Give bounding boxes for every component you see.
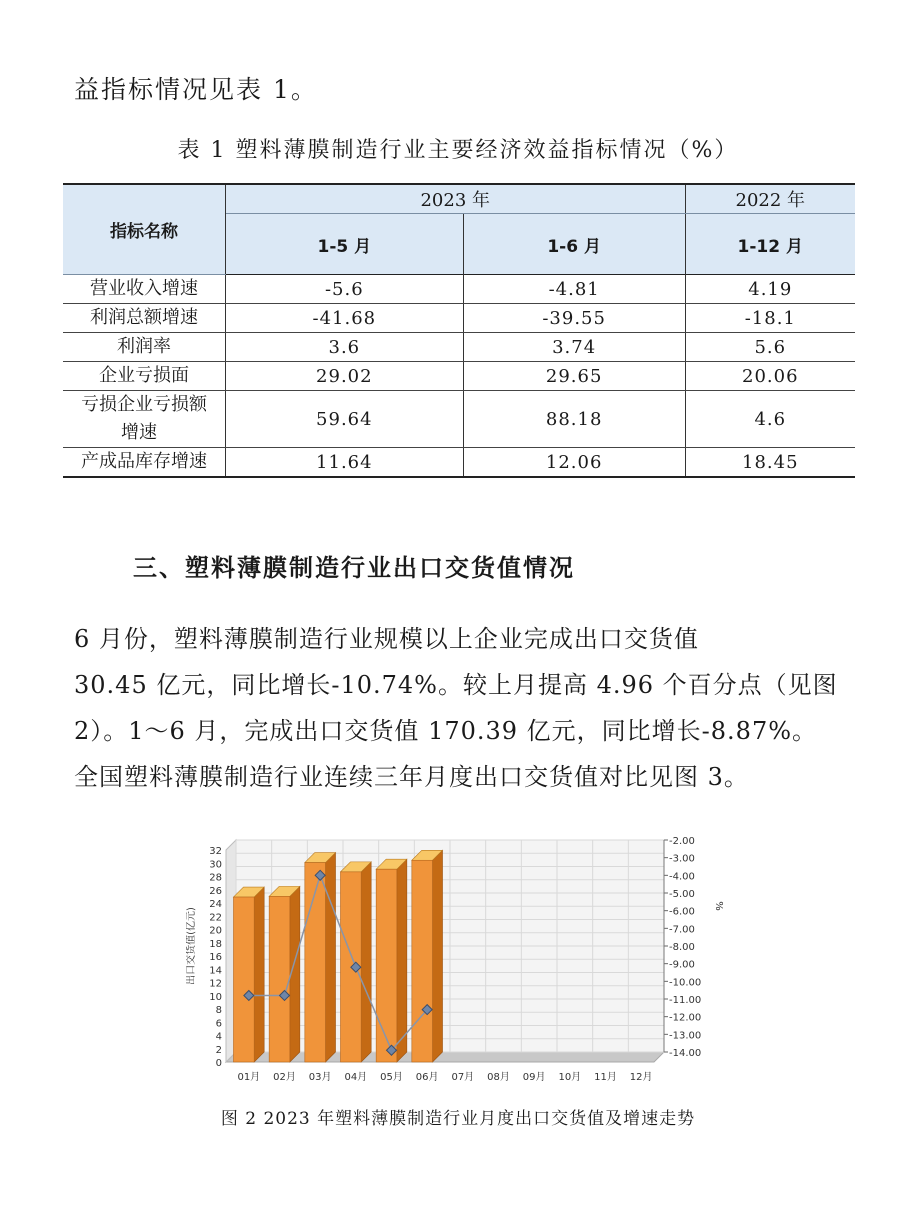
cell-value: 4.19 (685, 275, 855, 304)
y2-tick-label: -2.00 (669, 836, 695, 847)
cell-value: 3.74 (463, 333, 685, 362)
y2-tick-label: -7.00 (669, 924, 695, 936)
y-tick-label: 18 (209, 938, 222, 950)
cell-value: 59.64 (225, 391, 463, 448)
y2-tick-label: -10.00 (669, 977, 702, 989)
header-indicator-name: 指标名称 (63, 184, 225, 275)
x-tick-label: 08月 (487, 1072, 510, 1083)
header-period-1-6: 1-6 月 (463, 214, 685, 275)
cell-value: 12.06 (463, 448, 685, 478)
y-tick-label: 24 (209, 899, 222, 910)
x-tick-label: 01月 (237, 1072, 261, 1083)
paragraph-line: 6 月份，塑料薄膜制造行业规模以上企业完成出口交货值 (74, 625, 699, 653)
table-caption: 表 1 塑料薄膜制造行业主要经济效益指标情况（%） (177, 138, 739, 163)
bar-side (397, 859, 407, 1062)
paragraph-line: 30.45 亿元，同比增长-10.74%。较上月提高 4.96 个百分点（见图 (74, 671, 838, 699)
x-tick-label: 07月 (451, 1072, 475, 1083)
y2-tick-label: -13.00 (669, 1030, 702, 1042)
bar-side (361, 862, 371, 1062)
y-tick-label: 16 (209, 952, 222, 963)
paragraph-line: 全国塑料薄膜制造行业连续三年月度出口交货值对比见图 3。 (74, 763, 749, 791)
y2-axis-title: % (713, 901, 724, 911)
paragraph-line: 2）。1～6 月，完成出口交货值 170.39 亿元，同比增长-8.87%。 (74, 717, 818, 745)
y-tick-label: 28 (209, 872, 222, 884)
y2-tick-label: -12.00 (669, 1012, 702, 1024)
cell-value: -39.55 (463, 304, 685, 333)
y-tick-label: 14 (209, 965, 222, 977)
x-tick-label: 10月 (558, 1072, 582, 1083)
header-year-2023: 2023 年 (225, 184, 685, 214)
x-tick-label: 06月 (415, 1072, 439, 1083)
y-tick-label: 8 (215, 1005, 222, 1016)
y-tick-label: 2 (215, 1044, 222, 1056)
table-row (63, 333, 855, 362)
y-tick-label: 30 (209, 859, 222, 871)
x-tick-label: 11月 (594, 1072, 617, 1083)
header-period-1-5: 1-5 月 (225, 214, 463, 275)
export-chart-svg (186, 830, 726, 1085)
bar-side (326, 853, 336, 1062)
y-tick-label: 20 (209, 925, 222, 937)
y-tick-label: 26 (209, 885, 222, 897)
table-row (63, 362, 855, 391)
cell-value: 11.64 (225, 448, 463, 478)
cell-value: -41.68 (225, 304, 463, 333)
cell-value: 18.45 (685, 448, 855, 478)
indicator-table (63, 183, 855, 478)
row-name-line2: 增速 (121, 422, 157, 443)
x-tick-label: 05月 (380, 1072, 403, 1083)
x-tick-label: 04月 (344, 1072, 368, 1083)
cell-value: -4.81 (463, 275, 685, 304)
y-tick-label: 4 (215, 1031, 222, 1043)
row-name: 企业亏损面 (63, 362, 225, 391)
cell-value: 5.6 (685, 333, 855, 362)
y2-tick-label: -8.00 (669, 942, 695, 953)
header-year-2022: 2022 年 (685, 184, 855, 214)
row-name (63, 391, 225, 448)
cell-value: -5.6 (225, 275, 463, 304)
y-tick-label: 0 (215, 1058, 222, 1069)
y2-tick-label: -14.00 (669, 1048, 702, 1059)
row-name: 产成品库存增速 (63, 448, 225, 478)
cell-value: 88.18 (463, 391, 685, 448)
row-name-line1: 亏损企业亏损额 (80, 394, 207, 415)
table-row (63, 391, 855, 448)
y2-tick-label: -4.00 (669, 871, 695, 883)
figure-caption: 图 2 2023 年塑料薄膜制造行业月度出口交货值及增速走势 (220, 1109, 696, 1129)
bar (376, 869, 397, 1062)
bar (233, 897, 254, 1062)
cell-value: 29.65 (463, 362, 685, 391)
bar-side (254, 887, 264, 1062)
y2-tick-label: -3.00 (669, 853, 695, 865)
table-row (63, 304, 855, 333)
intro-text: 益指标情况见表 1。 (74, 75, 318, 104)
x-tick-label: 09月 (522, 1072, 546, 1083)
y-tick-label: 10 (209, 991, 222, 1003)
cell-value: 29.02 (225, 362, 463, 391)
table-row (63, 275, 855, 304)
y-axis-title: 出口交货值(亿元) (186, 907, 197, 985)
y2-tick-label: -11.00 (669, 995, 702, 1006)
cell-value: 20.06 (685, 362, 855, 391)
section-heading: 三、塑料薄膜制造行业出口交货值情况 (133, 554, 575, 582)
table-row (63, 448, 855, 478)
y2-tick-label: -6.00 (669, 906, 695, 918)
y2-tick-label: -5.00 (669, 889, 695, 900)
x-tick-label: 12月 (629, 1072, 653, 1083)
row-name: 营业收入增速 (63, 275, 225, 304)
y-tick-label: 12 (209, 978, 222, 990)
cell-value: -18.1 (685, 304, 855, 333)
y-tick-label: 22 (209, 912, 222, 924)
row-name: 利润率 (63, 333, 225, 362)
bar-side (433, 850, 443, 1062)
bar (269, 896, 290, 1062)
x-tick-label: 03月 (308, 1072, 332, 1083)
cell-value: 4.6 (685, 391, 855, 448)
cell-value: 3.6 (225, 333, 463, 362)
bar (412, 860, 433, 1062)
y-tick-label: 6 (215, 1018, 222, 1030)
export-chart (186, 830, 726, 1085)
x-tick-label: 02月 (273, 1072, 296, 1083)
row-name: 利润总额增速 (63, 304, 225, 333)
header-period-1-12: 1-12 月 (685, 214, 855, 275)
y2-tick-label: -9.00 (669, 959, 695, 971)
y-tick-label: 32 (209, 846, 222, 857)
